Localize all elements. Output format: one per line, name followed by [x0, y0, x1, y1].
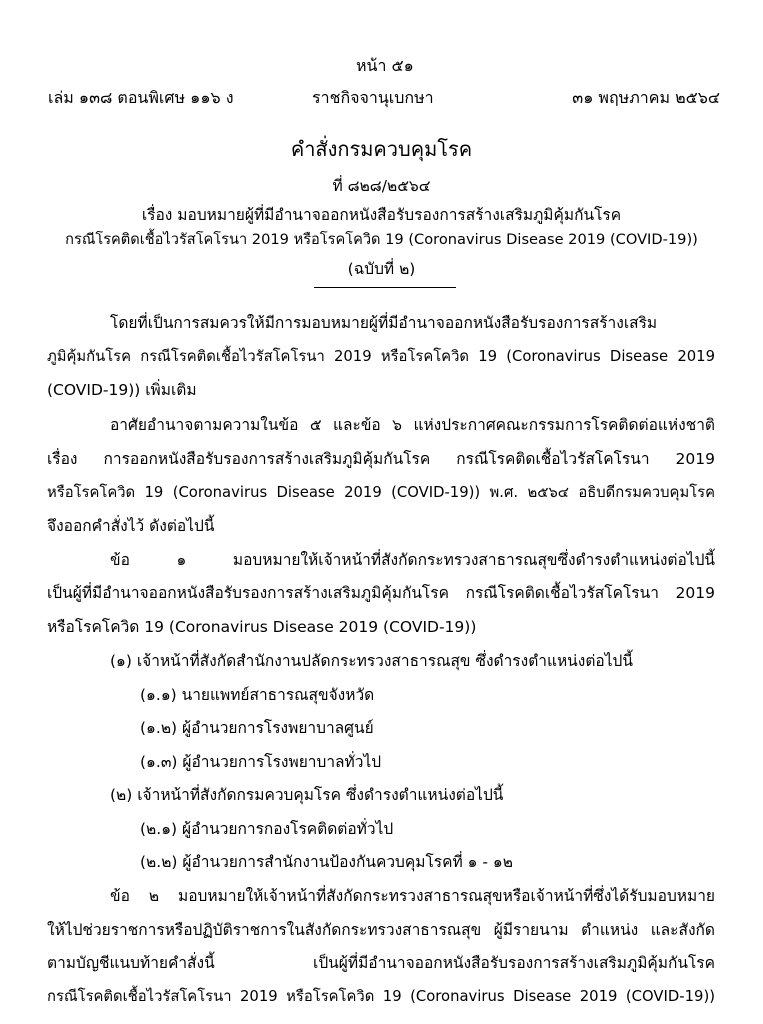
clause1-line-3: หรือโรคโควิด 19 (Coronavirus Disease 2019 (COVID-19))	[47, 618, 477, 636]
item2-heading: (๒) เจ้าหน้าที่สังกัดกรมควบคุมโรค ซึ่งดำรงตำแหน่งต่อไปนี้	[110, 786, 504, 804]
preamble2-line-3: หรือโรคโควิด 19 (Coronavirus Disease 2019 (COVID-19)) พ.ศ. ๒๕๖๔ อธิบดีกรมควบคุมโรค	[47, 484, 715, 501]
order-number: ที่ ๘๒๘/๒๕๖๔	[332, 177, 431, 195]
preamble1-line-3: (COVID-19)) เพิ่มเติม	[47, 381, 197, 399]
preamble2-line-1: อาศัยอำนาจตามความในข้อ ๕ และข้อ ๖ แห่งประกาศคณะกรรมการโรคติดต่อแห่งชาติ	[110, 416, 715, 434]
preamble1-line-1: โดยที่เป็นการสมควรให้มีการมอบหมายผู้ที่มีอำนาจออกหนังสือรับรองการสร้างเสริม	[110, 314, 658, 332]
preamble2-line-4: จึงออกคำสั่งไว้ ดังต่อไปนี้	[47, 517, 215, 535]
order-subject-line-1: เรื่อง มอบหมายผู้ที่มีอำนาจออกหนังสือรับรองการสร้างเสริมภูมิคุ้มกันโรค	[141, 206, 622, 224]
title-divider	[314, 287, 456, 288]
preamble1-line-2: ภูมิคุ้มกันโรค กรณีโรคติดเชื้อไวรัสโคโรนา 2019 หรือโรคโควิด 19 (Coronavirus Disease 2019	[47, 348, 715, 365]
gazette-date: ๓๑ พฤษภาคม ๒๕๖๔	[572, 88, 720, 107]
gazette-publication: ราชกิจจานุเบกษา	[312, 88, 434, 107]
item1-heading: (๑) เจ้าหน้าที่สังกัดสำนักงานปลัดกระทรวงสาธารณสุข ซึ่งดำรงตำแหน่งต่อไปนี้	[110, 652, 633, 670]
clause2-line-1: ข้อ ๒ มอบหมายให้เจ้าหน้าที่สังกัดกระทรวงสาธารณสุขหรือเจ้าหน้าที่ซึ่งได้รับมอบหมาย	[110, 887, 715, 905]
page-number: หน้า ๕๑	[356, 56, 414, 75]
gazette-volume: เล่ม ๑๓๘ ตอนพิเศษ ๑๑๖ ง	[48, 88, 234, 107]
clause2-line-2: ให้ไปช่วยราชการหรือปฏิบัติราชการในสังกัดกระทรวงสาธารณสุข ผู้มีรายนาม ตำแหน่ง และสังกัด	[47, 921, 715, 939]
item2-sub-1: (๒.๑) ผู้อำนวยการกองโรคติดต่อทั่วไป	[140, 820, 394, 838]
item1-sub-3: (๑.๓) ผู้อำนวยการโรงพยาบาลทั่วไป	[140, 753, 382, 771]
gazette-header	[48, 86, 720, 110]
order-subject-line-2: กรณีโรคติดเชื้อไวรัสโคโรนา 2019 หรือโรคโควิด 19 (Coronavirus Disease 2019 (COVID-19))	[65, 231, 698, 248]
item1-sub-2: (๑.๒) ผู้อำนวยการโรงพยาบาลศูนย์	[140, 719, 374, 737]
order-title: คำสั่งกรมควบคุมโรค	[290, 137, 473, 161]
item2-sub-2: (๒.๒) ผู้อำนวยการสำนักงานป้องกันควบคุมโรคที่ ๑ - ๑๒	[140, 853, 513, 871]
clause1-line-2: เป็นผู้ที่มีอำนาจออกหนังสือรับรองการสร้างเสริมภูมิคุ้มกันโรค กรณีโรคติดเชื้อไวรัสโคโรนา 2019	[47, 584, 715, 602]
clause1-line-1: ข้อ ๑ มอบหมายให้เจ้าหน้าที่สังกัดกระทรวงสาธารณสุขซึ่งดำรงตำแหน่งต่อไปนี้	[110, 551, 715, 569]
clause2-line-3: ตามบัญชีแนบท้ายคำสั่งนี้ เป็นผู้ที่มีอำนาจออกหนังสือรับรองการสร้างเสริมภูมิคุ้มกันโรค	[47, 954, 715, 972]
item1-sub-1: (๑.๑) นายแพทย์สาธารณสุขจังหวัด	[140, 686, 375, 704]
preamble2-line-2: เรื่อง การออกหนังสือรับรองการสร้างเสริมภูมิคุ้มกันโรค กรณีโรคติดเชื้อไวรัสโคโรนา 2019	[47, 450, 715, 468]
clause2-line-4: กรณีโรคติดเชื้อไวรัสโคโรนา 2019 หรือโรคโควิด 19 (Coronavirus Disease 2019 (COVID-19))	[47, 988, 715, 1005]
order-edition: (ฉบับที่ ๒)	[347, 260, 416, 278]
